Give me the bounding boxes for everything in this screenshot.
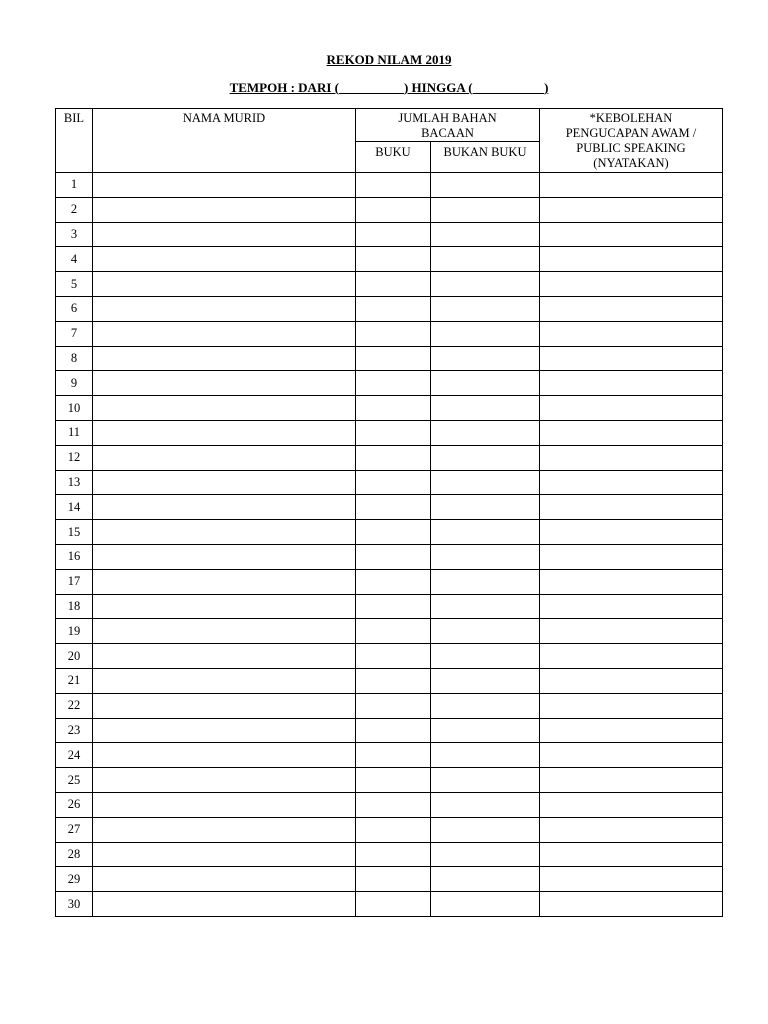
cell-buku[interactable] (356, 619, 431, 644)
cell-nama-murid[interactable] (93, 718, 356, 743)
table-row (56, 792, 723, 817)
row-number: 13 (56, 470, 93, 495)
cell-bukan-buku[interactable] (431, 792, 540, 817)
cell-buku[interactable] (356, 718, 431, 743)
table-row (56, 743, 723, 768)
cell-nama-murid[interactable] (93, 867, 356, 892)
row-number: 19 (56, 619, 93, 644)
header-jumlah-line1: JUMLAH BAHAN (398, 111, 497, 125)
cell-nama-murid[interactable] (93, 842, 356, 867)
cell-bukan-buku[interactable] (431, 346, 540, 371)
cell-buku[interactable] (356, 470, 431, 495)
table-row (56, 346, 723, 371)
row-number: 12 (56, 445, 93, 470)
cell-bukan-buku[interactable] (431, 296, 540, 321)
cell-nama-murid[interactable] (93, 817, 356, 842)
row-number: 24 (56, 743, 93, 768)
cell-buku[interactable] (356, 594, 431, 619)
table-row (56, 371, 723, 396)
cell-nama-murid[interactable] (93, 222, 356, 247)
cell-kebolehan[interactable] (540, 644, 723, 669)
header-buku: BUKU (356, 142, 431, 173)
table-row (56, 272, 723, 297)
row-number: 23 (56, 718, 93, 743)
cell-buku[interactable] (356, 892, 431, 917)
cell-buku[interactable] (356, 321, 431, 346)
table-row (56, 693, 723, 718)
row-number: 29 (56, 867, 93, 892)
row-number: 26 (56, 792, 93, 817)
header-kebolehan (540, 109, 723, 173)
cell-bukan-buku[interactable] (431, 569, 540, 594)
row-number: 3 (56, 222, 93, 247)
cell-bukan-buku[interactable] (431, 842, 540, 867)
cell-nama-murid[interactable] (93, 470, 356, 495)
cell-nama-murid[interactable] (93, 644, 356, 669)
cell-nama-murid[interactable] (93, 495, 356, 520)
cell-bukan-buku[interactable] (431, 197, 540, 222)
cell-kebolehan[interactable] (540, 396, 723, 421)
cell-kebolehan[interactable] (540, 842, 723, 867)
table-row (56, 867, 723, 892)
cell-kebolehan[interactable] (540, 445, 723, 470)
table-row (56, 569, 723, 594)
table-row (56, 321, 723, 346)
cell-bukan-buku[interactable] (431, 470, 540, 495)
cell-nama-murid[interactable] (93, 693, 356, 718)
cell-buku[interactable] (356, 371, 431, 396)
cell-nama-murid[interactable] (93, 668, 356, 693)
cell-kebolehan[interactable] (540, 520, 723, 545)
cell-bukan-buku[interactable] (431, 817, 540, 842)
row-number: 17 (56, 569, 93, 594)
cell-nama-murid[interactable] (93, 619, 356, 644)
cell-bukan-buku[interactable] (431, 644, 540, 669)
cell-bukan-buku[interactable] (431, 445, 540, 470)
cell-bukan-buku[interactable] (431, 222, 540, 247)
cell-buku[interactable] (356, 222, 431, 247)
cell-kebolehan[interactable] (540, 346, 723, 371)
row-number: 27 (56, 817, 93, 842)
row-number: 4 (56, 247, 93, 272)
cell-buku[interactable] (356, 693, 431, 718)
cell-buku[interactable] (356, 197, 431, 222)
cell-kebolehan[interactable] (540, 594, 723, 619)
cell-bukan-buku[interactable] (431, 544, 540, 569)
period-line: TEMPOH : DARI (__________) HINGGA (___________) (229, 80, 549, 95)
table-row (56, 247, 723, 272)
cell-nama-murid[interactable] (93, 743, 356, 768)
cell-bukan-buku[interactable] (431, 173, 540, 198)
row-number: 14 (56, 495, 93, 520)
header-nama-murid: NAMA MURID (93, 109, 356, 173)
cell-nama-murid[interactable] (93, 569, 356, 594)
row-number: 2 (56, 197, 93, 222)
table-row (56, 668, 723, 693)
cell-kebolehan[interactable] (540, 892, 723, 917)
cell-kebolehan[interactable] (540, 296, 723, 321)
cell-kebolehan[interactable] (540, 495, 723, 520)
cell-nama-murid[interactable] (93, 520, 356, 545)
cell-bukan-buku[interactable] (431, 420, 540, 445)
table-row (56, 892, 723, 917)
document-title: REKOD NILAM 2019 (326, 52, 452, 67)
row-number: 15 (56, 520, 93, 545)
cell-kebolehan[interactable] (540, 321, 723, 346)
table-row (56, 222, 723, 247)
cell-kebolehan[interactable] (540, 743, 723, 768)
row-number: 7 (56, 321, 93, 346)
cell-bukan-buku[interactable] (431, 768, 540, 793)
cell-nama-murid[interactable] (93, 420, 356, 445)
cell-nama-murid[interactable] (93, 197, 356, 222)
cell-nama-murid[interactable] (93, 768, 356, 793)
cell-buku[interactable] (356, 569, 431, 594)
table-row (56, 470, 723, 495)
row-number: 30 (56, 892, 93, 917)
table-row (56, 768, 723, 793)
cell-buku[interactable] (356, 396, 431, 421)
cell-buku[interactable] (356, 296, 431, 321)
table-row (56, 420, 723, 445)
cell-kebolehan[interactable] (540, 718, 723, 743)
table-row (56, 718, 723, 743)
cell-bukan-buku[interactable] (431, 693, 540, 718)
header-jumlah-bahan-bacaan (356, 109, 540, 142)
table-row (56, 544, 723, 569)
cell-kebolehan[interactable] (540, 792, 723, 817)
row-number: 1 (56, 173, 93, 198)
cell-buku[interactable] (356, 272, 431, 297)
cell-bukan-buku[interactable] (431, 668, 540, 693)
cell-buku[interactable] (356, 668, 431, 693)
cell-kebolehan[interactable] (540, 867, 723, 892)
table-row (56, 445, 723, 470)
cell-nama-murid[interactable] (93, 445, 356, 470)
table-row (56, 842, 723, 867)
row-number: 9 (56, 371, 93, 396)
header-kebolehan-line4: (NYATAKAN) (593, 156, 669, 170)
cell-bukan-buku[interactable] (431, 272, 540, 297)
row-number: 16 (56, 544, 93, 569)
cell-buku[interactable] (356, 842, 431, 867)
nilam-record-table (55, 108, 723, 917)
row-number: 6 (56, 296, 93, 321)
cell-bukan-buku[interactable] (431, 371, 540, 396)
cell-kebolehan[interactable] (540, 470, 723, 495)
cell-buku[interactable] (356, 768, 431, 793)
header-kebolehan-line1: *KEBOLEHAN (589, 111, 673, 125)
cell-nama-murid[interactable] (93, 272, 356, 297)
cell-buku[interactable] (356, 743, 431, 768)
cell-nama-murid[interactable] (93, 346, 356, 371)
table-row (56, 197, 723, 222)
cell-kebolehan[interactable] (540, 272, 723, 297)
cell-kebolehan[interactable] (540, 569, 723, 594)
cell-kebolehan[interactable] (540, 668, 723, 693)
table-row (56, 594, 723, 619)
cell-bukan-buku[interactable] (431, 321, 540, 346)
cell-buku[interactable] (356, 817, 431, 842)
row-number: 25 (56, 768, 93, 793)
cell-buku[interactable] (356, 867, 431, 892)
table-row (56, 619, 723, 644)
cell-buku[interactable] (356, 247, 431, 272)
cell-kebolehan[interactable] (540, 222, 723, 247)
row-number: 28 (56, 842, 93, 867)
cell-buku[interactable] (356, 644, 431, 669)
cell-bukan-buku[interactable] (431, 867, 540, 892)
cell-buku[interactable] (356, 445, 431, 470)
cell-buku[interactable] (356, 346, 431, 371)
cell-bukan-buku[interactable] (431, 247, 540, 272)
cell-kebolehan[interactable] (540, 197, 723, 222)
cell-kebolehan[interactable] (540, 420, 723, 445)
cell-buku[interactable] (356, 792, 431, 817)
row-number: 5 (56, 272, 93, 297)
header-jumlah-line2: BACAAN (421, 126, 474, 140)
cell-nama-murid[interactable] (93, 173, 356, 198)
header-bukan-buku: BUKAN BUKU (431, 142, 540, 173)
cell-buku[interactable] (356, 173, 431, 198)
row-number: 10 (56, 396, 93, 421)
cell-buku[interactable] (356, 520, 431, 545)
cell-bukan-buku[interactable] (431, 594, 540, 619)
cell-kebolehan[interactable] (540, 817, 723, 842)
row-number: 11 (56, 420, 93, 445)
cell-bukan-buku[interactable] (431, 619, 540, 644)
cell-nama-murid[interactable] (93, 396, 356, 421)
cell-nama-murid[interactable] (93, 544, 356, 569)
table-row (56, 396, 723, 421)
cell-nama-murid[interactable] (93, 792, 356, 817)
cell-buku[interactable] (356, 420, 431, 445)
cell-nama-murid[interactable] (93, 247, 356, 272)
cell-kebolehan[interactable] (540, 544, 723, 569)
cell-nama-murid[interactable] (93, 594, 356, 619)
row-number: 21 (56, 668, 93, 693)
cell-bukan-buku[interactable] (431, 495, 540, 520)
cell-kebolehan[interactable] (540, 693, 723, 718)
table-row (56, 495, 723, 520)
header-kebolehan-line3: PUBLIC SPEAKING (576, 141, 686, 155)
table-row (56, 520, 723, 545)
cell-bukan-buku[interactable] (431, 396, 540, 421)
cell-bukan-buku[interactable] (431, 892, 540, 917)
row-number: 8 (56, 346, 93, 371)
cell-kebolehan[interactable] (540, 173, 723, 198)
cell-buku[interactable] (356, 544, 431, 569)
cell-nama-murid[interactable] (93, 371, 356, 396)
table-row (56, 173, 723, 198)
table-row (56, 644, 723, 669)
table-row (56, 817, 723, 842)
header-kebolehan-line2: PENGUCAPAN AWAM / (565, 126, 697, 140)
table-body (56, 173, 723, 917)
cell-bukan-buku[interactable] (431, 743, 540, 768)
header-bil: BIL (56, 109, 93, 173)
table-row (56, 296, 723, 321)
row-number: 22 (56, 693, 93, 718)
cell-kebolehan[interactable] (540, 247, 723, 272)
cell-buku[interactable] (356, 495, 431, 520)
cell-kebolehan[interactable] (540, 768, 723, 793)
cell-nama-murid[interactable] (93, 321, 356, 346)
cell-nama-murid[interactable] (93, 892, 356, 917)
cell-kebolehan[interactable] (540, 371, 723, 396)
row-number: 20 (56, 644, 93, 669)
cell-bukan-buku[interactable] (431, 718, 540, 743)
row-number: 18 (56, 594, 93, 619)
cell-nama-murid[interactable] (93, 296, 356, 321)
cell-bukan-buku[interactable] (431, 520, 540, 545)
cell-kebolehan[interactable] (540, 619, 723, 644)
